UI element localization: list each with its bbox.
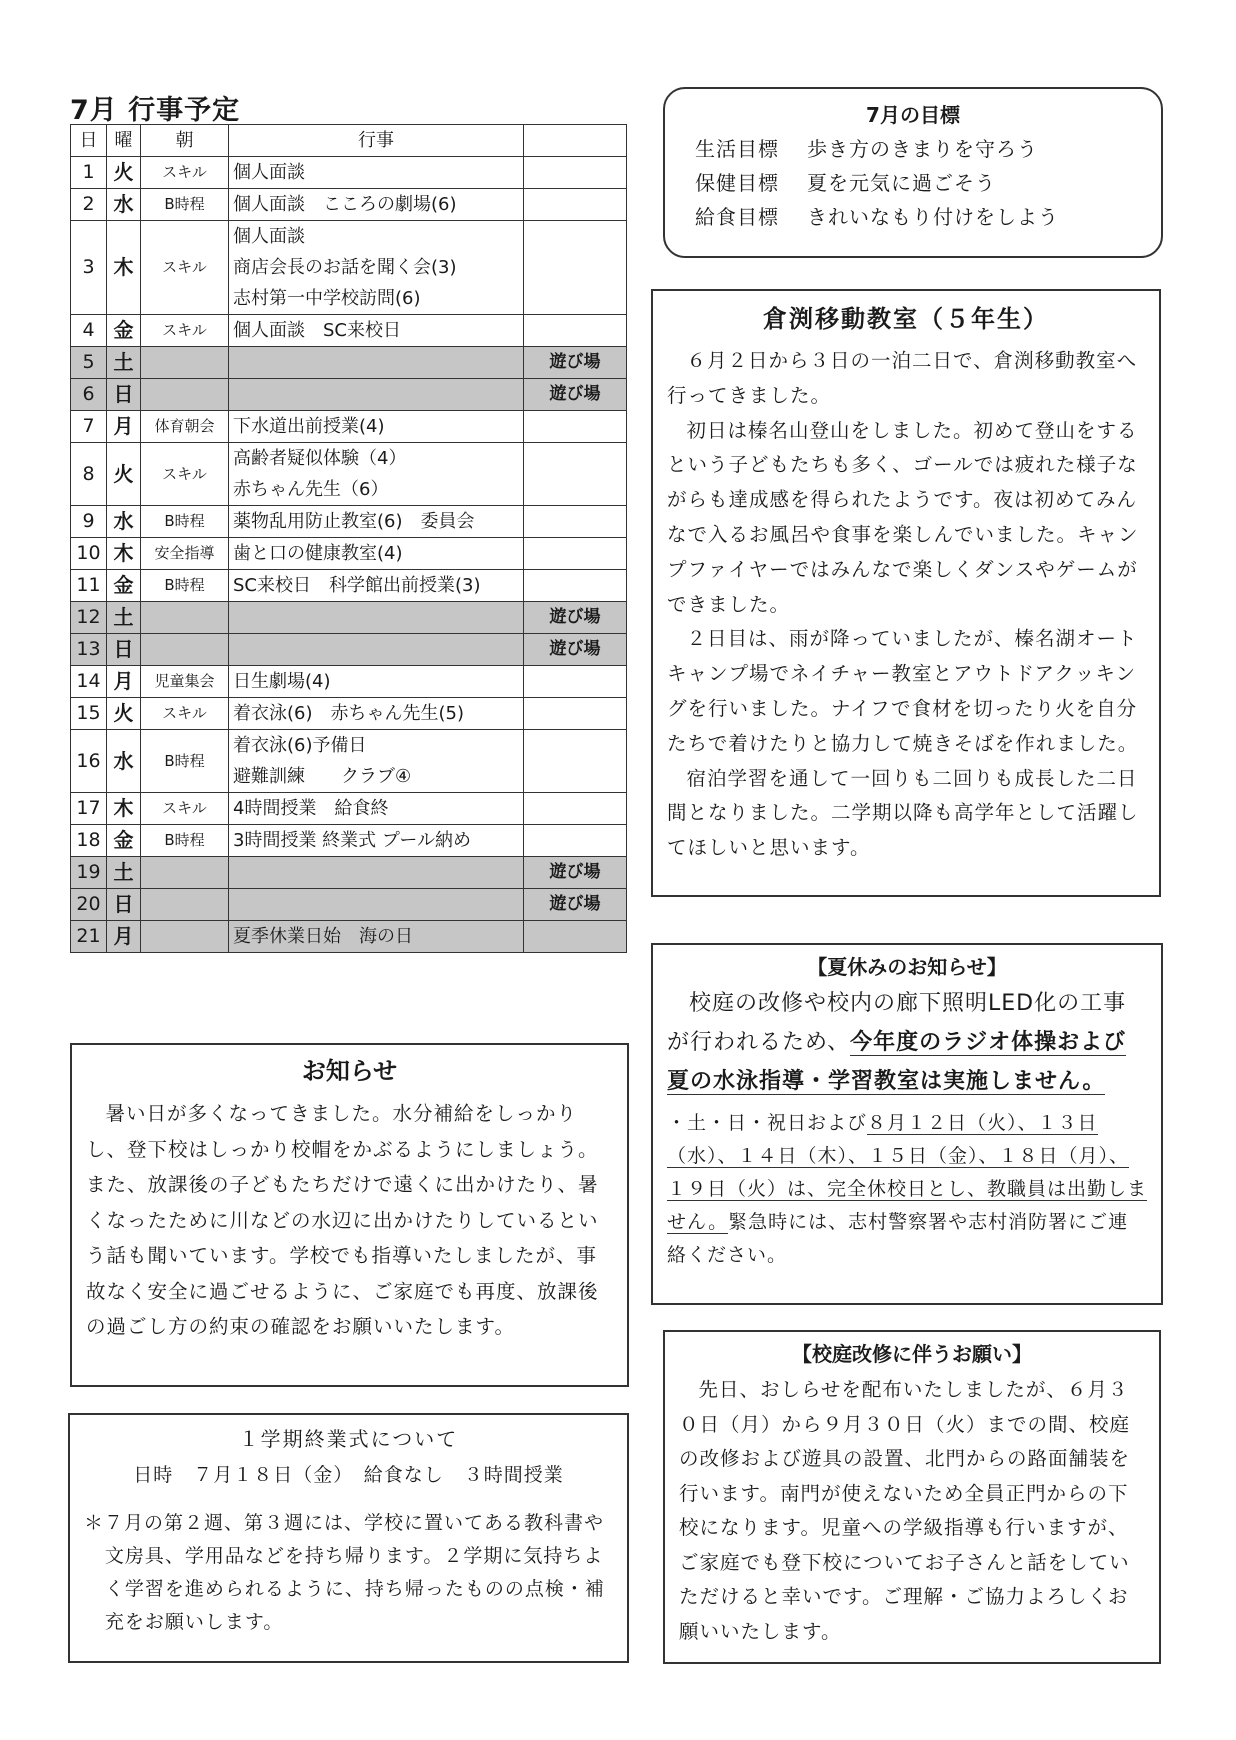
schedule-body — [71, 157, 627, 953]
closing-note: ＊７月の第２週、第３週には、学校に置いてある教科書や文房具、学用品などを持ち帰ります。２学期に気持ちよく学習を進められるように、持ち帰ったものの点検・補充をお願いします。 — [84, 1512, 605, 1633]
schedule-weekday-cell: 火 — [107, 698, 141, 730]
kurabuchi-paragraph: 宿泊学習を通して一回りも二回りも成長した二日間となりました。二学期以降も高学年として活躍してほしいと思います。 — [667, 766, 1139, 860]
schedule-event-line: 下水道出前授業(4) — [233, 416, 385, 437]
schedule-event-line: 個人面談 — [233, 162, 305, 183]
schedule-event-line: 個人面談 — [233, 226, 305, 247]
schedule-morning-cell: スキル — [141, 443, 229, 506]
schedule-row — [71, 443, 627, 506]
schedule-row — [71, 666, 627, 698]
goal-text: きれいなもり付けをしよう — [807, 205, 1059, 229]
schedule-day-cell: 14 — [71, 666, 107, 698]
schedule-note-cell — [524, 506, 627, 538]
schedule-day-cell: 17 — [71, 793, 107, 825]
schedule-weekday-cell: 金 — [107, 825, 141, 857]
schedule-note-cell: 遊び場 — [524, 634, 627, 666]
schedule-weekday-cell: 金 — [107, 315, 141, 347]
goal-label: 保健目標 — [695, 171, 779, 195]
schedule-weekday-cell: 火 — [107, 157, 141, 189]
schedule-morning-cell: スキル — [141, 793, 229, 825]
schedule-events-cell — [229, 825, 524, 857]
schedule-events-cell — [229, 221, 524, 315]
schedule-note-cell — [524, 315, 627, 347]
schedule-events-cell — [229, 538, 524, 570]
schedule-events-cell — [229, 698, 524, 730]
notice-body — [86, 1096, 613, 1345]
schedule-events-cell — [229, 666, 524, 698]
schedule-row — [71, 570, 627, 602]
schedule-day-cell: 19 — [71, 857, 107, 889]
summer-break-notice-box — [651, 943, 1163, 1305]
schedule-day-cell: 8 — [71, 443, 107, 506]
schedule-weekday-cell: 土 — [107, 857, 141, 889]
schedule-row — [71, 602, 627, 634]
schedule-weekday-cell: 月 — [107, 921, 141, 953]
schedule-event-line: 薬物乱用防止教室(6) 委員会 — [233, 511, 475, 532]
schedule-note-cell — [524, 698, 627, 730]
notice-title: お知らせ — [301, 1057, 398, 1085]
closing-datetime: 日時 ７月１８日（金） 給食なし ３時間授業 — [133, 1464, 564, 1486]
closing-title: １学期終業式について — [238, 1427, 459, 1451]
schedule-events-cell — [229, 443, 524, 506]
schedule-events-cell — [229, 602, 524, 634]
schedule-note-cell — [524, 570, 627, 602]
schedule-event-line: SC来校日 科学館出前授業(3) — [233, 575, 481, 596]
notice-paragraph: 暑い日が多くなってきました。水分補給をしっかりし、登下校はしっかり校帽をかぶるようにしましょう。また、放課後の子どもたちだけで遠くに出かけたり、暑くなったために川などの水辺に出かけたりしているという話も聞いています。学校でも指導いたしましたが、事故なく安全に過ごせるように、ご家庭でも再度、放課後の過ごし方の約束の確認をお願いいたします。 — [86, 1102, 599, 1338]
schedule-row — [71, 793, 627, 825]
goal-row — [683, 132, 1143, 166]
schedule-weekday-cell: 月 — [107, 411, 141, 443]
summer-title: 【夏休みのお知らせ】 — [807, 955, 1007, 979]
schedule-morning-cell: 児童集会 — [141, 666, 229, 698]
schedule-day-cell: 20 — [71, 889, 107, 921]
schedule-note-cell: 遊び場 — [524, 602, 627, 634]
kurabuchi-body — [667, 344, 1145, 866]
schedule-note-cell — [524, 538, 627, 570]
schedule-day-cell: 1 — [71, 157, 107, 189]
request-body — [679, 1373, 1145, 1649]
header-events: 行事 — [229, 125, 524, 157]
schedule-morning-cell — [141, 857, 229, 889]
schedule-morning-cell: スキル — [141, 315, 229, 347]
schedule-weekday-cell: 土 — [107, 602, 141, 634]
schedule-event-line: 夏季休業日始 海の日 — [233, 926, 413, 947]
schedule-morning-cell: スキル — [141, 157, 229, 189]
schedule-morning-cell — [141, 921, 229, 953]
schedule-morning-cell: スキル — [141, 221, 229, 315]
schedule-events-cell — [229, 921, 524, 953]
goals-title: 7月の目標 — [866, 103, 960, 127]
schedule-weekday-cell: 金 — [107, 570, 141, 602]
schedule-day-cell: 7 — [71, 411, 107, 443]
schedule-events-cell — [229, 347, 524, 379]
schedule-events-cell — [229, 730, 524, 793]
kurabuchi-paragraph: ２日目は、雨が降っていましたが、榛名湖オートキャンプ場でネイチャー教室とアウトドアクッキングを行いました。ナイフで食材を切ったり火を自分たちで着けたりと協力して焼きそばを作れました。 — [667, 627, 1139, 755]
schedule-day-cell: 5 — [71, 347, 107, 379]
monthly-goals-box — [663, 87, 1163, 258]
schedule-day-cell: 18 — [71, 825, 107, 857]
schedule-event-line: 着衣泳(6)予備日 — [233, 735, 367, 756]
schedule-day-cell: 13 — [71, 634, 107, 666]
renovation-request-box — [663, 1330, 1161, 1664]
schedule-morning-cell: スキル — [141, 698, 229, 730]
schedule-weekday-cell: 日 — [107, 634, 141, 666]
schedule-row — [71, 221, 627, 315]
summer-emphasis-text: ８月１２日（火）、１３日（水）、１４日（木）、１５日（金）、１８日（月）、１９日（火）は、完全休校日とし、教職員は出勤しません。 — [667, 1112, 1148, 1233]
schedule-event-line: 4時間授業 給食終 — [233, 798, 389, 819]
schedule-weekday-cell: 土 — [107, 347, 141, 379]
schedule-note-cell — [524, 411, 627, 443]
schedule-note-cell — [524, 157, 627, 189]
kurabuchi-paragraph: 初日は榛名山登山をしました。初めて登山をするという子どもたちも多く、ゴールでは疲れた様子ながらも達成感を得られたようです。夜は初めてみんなで入るお風呂や食事を楽しんでいました。キャンプファイヤーではみんなで楽しくダンスやゲームができました。 — [667, 418, 1139, 616]
schedule-row — [71, 634, 627, 666]
schedule-weekday-cell: 日 — [107, 889, 141, 921]
kurabuchi-paragraph: ６月２日から３日の一泊二日で、倉渕移動教室へ行ってきました。 — [667, 349, 1138, 407]
goal-label: 給食目標 — [695, 205, 779, 229]
schedule-note-cell — [524, 730, 627, 793]
schedule-weekday-cell: 木 — [107, 538, 141, 570]
schedule-events-cell — [229, 634, 524, 666]
schedule-note-cell: 遊び場 — [524, 379, 627, 411]
schedule-day-cell: 4 — [71, 315, 107, 347]
summer-paragraph-2 — [667, 1107, 1147, 1272]
schedule-note-cell — [524, 793, 627, 825]
schedule-events-cell — [229, 315, 524, 347]
schedule-note-cell — [524, 825, 627, 857]
goal-row — [683, 200, 1143, 234]
schedule-event-line: 高齢者疑似体験（4） — [233, 448, 407, 469]
schedule-row — [71, 921, 627, 953]
schedule-day-cell: 21 — [71, 921, 107, 953]
closing-ceremony-box — [68, 1413, 629, 1663]
schedule-day-cell: 10 — [71, 538, 107, 570]
schedule-morning-cell: 体育朝会 — [141, 411, 229, 443]
schedule-morning-cell: B時程 — [141, 825, 229, 857]
schedule-events-cell — [229, 411, 524, 443]
schedule-note-cell — [524, 666, 627, 698]
schedule-morning-cell — [141, 889, 229, 921]
schedule-morning-cell: B時程 — [141, 506, 229, 538]
request-paragraph: 先日、おしらせを配布いたしましたが、６月３０日（月）から９月３０日（火）までの間、校庭の改修および遊具の設置、北門からの路面舗装を行います。南門が使えないため全員正門からの下校になります。児童への学級指導も行いますが、ご家庭でも登下校についてお子さんと話をしていただけると幸いです。ご理解・ご協力よろしくお願いいたします。 — [679, 1378, 1131, 1643]
schedule-morning-cell: B時程 — [141, 570, 229, 602]
schedule-note-cell — [524, 189, 627, 221]
schedule-day-cell: 15 — [71, 698, 107, 730]
schedule-note-cell — [524, 921, 627, 953]
schedule-row — [71, 538, 627, 570]
schedule-weekday-cell: 水 — [107, 189, 141, 221]
schedule-table-wrap — [70, 124, 626, 953]
schedule-row — [71, 315, 627, 347]
schedule-row — [71, 730, 627, 793]
schedule-event-line: 商店会長のお話を聞く会(3) — [233, 257, 457, 278]
goal-row — [683, 166, 1143, 200]
schedule-event-line: 着衣泳(6) 赤ちゃん先生(5) — [233, 703, 464, 724]
schedule-event-line: 個人面談 SC来校日 — [233, 320, 401, 341]
schedule-event-line: 赤ちゃん先生（6） — [233, 479, 389, 500]
schedule-events-cell — [229, 157, 524, 189]
schedule-event-line: 3時間授業 終業式 プール納め — [233, 830, 471, 851]
summer-text: 緊急時には、志村警察署や志村消防署にご連絡ください。 — [667, 1211, 1129, 1266]
goal-label: 生活目標 — [695, 137, 779, 161]
notice-box — [70, 1043, 629, 1387]
kurabuchi-trip-box — [651, 289, 1161, 897]
schedule-day-cell: 12 — [71, 602, 107, 634]
schedule-weekday-cell: 木 — [107, 793, 141, 825]
schedule-note-cell — [524, 443, 627, 506]
schedule-event-line: 日生劇場(4) — [233, 671, 331, 692]
schedule-events-cell — [229, 857, 524, 889]
schedule-weekday-cell: 月 — [107, 666, 141, 698]
goal-text: 歩き方のきまりを守ろう — [807, 137, 1038, 161]
schedule-events-cell — [229, 506, 524, 538]
schedule-note-cell: 遊び場 — [524, 889, 627, 921]
schedule-morning-cell: 安全指導 — [141, 538, 229, 570]
summer-text: ・土・日・祝日および — [667, 1112, 868, 1134]
schedule-row — [71, 857, 627, 889]
schedule-event-line: 個人面談 こころの劇場(6) — [233, 194, 457, 215]
schedule-events-cell — [229, 379, 524, 411]
schedule-weekday-cell: 日 — [107, 379, 141, 411]
schedule-event-line: 志村第一中学校訪問(6) — [233, 288, 421, 309]
schedule-row — [71, 825, 627, 857]
schedule-row — [71, 347, 627, 379]
kurabuchi-title: 倉渕移動教室（５年生） — [763, 305, 1049, 333]
schedule-day-cell: 9 — [71, 506, 107, 538]
header-day: 日 — [71, 125, 107, 157]
schedule-day-cell: 11 — [71, 570, 107, 602]
schedule-row — [71, 889, 627, 921]
header-morning: 朝 — [141, 125, 229, 157]
schedule-events-cell — [229, 889, 524, 921]
schedule-row — [71, 411, 627, 443]
schedule-weekday-cell: 木 — [107, 221, 141, 315]
header-weekday: 曜 — [107, 125, 141, 157]
request-title: 【校庭改修に伴うお願い】 — [792, 1342, 1032, 1366]
schedule-note-cell: 遊び場 — [524, 347, 627, 379]
summer-paragraph-1 — [667, 984, 1147, 1101]
schedule-title: 7月 行事予定 — [70, 95, 241, 126]
schedule-weekday-cell: 火 — [107, 443, 141, 506]
schedule-table — [70, 124, 627, 953]
schedule-morning-cell — [141, 379, 229, 411]
schedule-morning-cell — [141, 634, 229, 666]
summer-text: 校庭の改修や校内の廊下照明LED化の工事が行われるため、 — [667, 991, 1127, 1055]
goal-text: 夏を元気に過ごそう — [807, 171, 996, 195]
schedule-weekday-cell: 水 — [107, 506, 141, 538]
schedule-morning-cell — [141, 602, 229, 634]
schedule-row — [71, 379, 627, 411]
schedule-row — [71, 698, 627, 730]
schedule-day-cell: 2 — [71, 189, 107, 221]
schedule-events-cell — [229, 189, 524, 221]
schedule-events-cell — [229, 570, 524, 602]
schedule-note-cell — [524, 221, 627, 315]
schedule-row — [71, 157, 627, 189]
schedule-row — [71, 189, 627, 221]
schedule-row — [71, 506, 627, 538]
schedule-events-cell — [229, 793, 524, 825]
schedule-morning-cell — [141, 347, 229, 379]
schedule-day-cell: 16 — [71, 730, 107, 793]
header-note — [524, 125, 627, 157]
schedule-note-cell: 遊び場 — [524, 857, 627, 889]
schedule-weekday-cell: 水 — [107, 730, 141, 793]
schedule-day-cell: 6 — [71, 379, 107, 411]
schedule-event-line: 避難訓練 クラブ④ — [233, 766, 412, 787]
schedule-header-row — [71, 125, 627, 157]
schedule-morning-cell: B時程 — [141, 730, 229, 793]
schedule-event-line: 歯と口の健康教室(4) — [233, 543, 403, 564]
schedule-day-cell: 3 — [71, 221, 107, 315]
schedule-morning-cell: B時程 — [141, 189, 229, 221]
summer-emphasis-text: 今年度のラジオ体操および夏の水泳指導・学習教室は実施しません。 — [667, 1030, 1127, 1094]
